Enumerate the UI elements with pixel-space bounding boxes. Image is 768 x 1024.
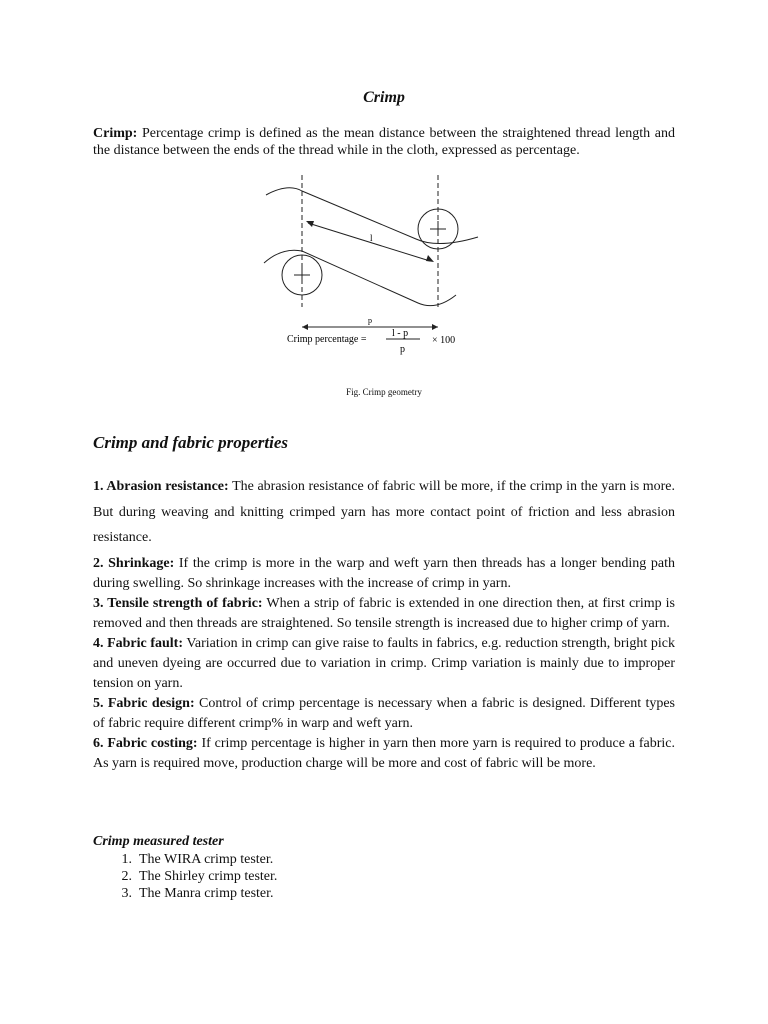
list-text: The Manra crimp tester. xyxy=(139,886,274,901)
property-label: 2. Shrinkage: xyxy=(93,555,175,571)
property-item xyxy=(93,554,675,594)
formula-denominator: p xyxy=(400,344,405,355)
page-title: Crimp xyxy=(363,89,405,106)
list-number: 1. xyxy=(121,852,132,867)
straightened-thread xyxy=(308,223,430,261)
properties-list xyxy=(93,474,675,774)
list-item xyxy=(93,885,277,902)
list-text: The Shirley crimp tester. xyxy=(139,869,278,884)
property-label: 3. Tensile strength of fabric: xyxy=(93,595,263,611)
property-item xyxy=(93,474,675,551)
property-text: If the crimp is more in the warp and weft yarn then threads has a longer bending path during swelling. So shrinkage increases with the increase of crimp in yarn. xyxy=(93,555,675,591)
crimp-geometry-diagram xyxy=(258,175,488,355)
property-text: Variation in crimp can give raise to faults in fabrics, e.g. reduction strength, bright pick and uneven dyeing are occurred due to variation in crimp. Crimp variation is mainly due to improper tension on yarn. xyxy=(93,635,675,691)
crimp-geometry-figure xyxy=(258,175,488,355)
intro-label: Crimp: xyxy=(93,126,138,141)
list-number: 3. xyxy=(121,886,132,901)
section-heading: Crimp and fabric properties xyxy=(93,433,289,452)
intro-paragraph xyxy=(93,125,675,159)
property-label: 1. Abrasion resistance: xyxy=(93,479,229,494)
list-text: The WIRA crimp tester. xyxy=(139,852,274,867)
label-l: l xyxy=(370,233,373,243)
list-item xyxy=(93,868,277,885)
intro-text: Percentage crimp is defined as the mean distance between the straightened thread length and the distance between the ends of the thread while in the cloth, expressed as percentage. xyxy=(93,126,676,158)
label-p: p xyxy=(368,316,372,325)
property-text: The abrasion resistance of fabric will be more, if the crimp in the yarn is more. But during weaving and knitting crimped yarn has more contact point of friction and less abrasion resistance. xyxy=(93,479,676,545)
figure-caption: Fig. Crimp geometry xyxy=(346,387,422,397)
property-label: 5. Fabric design: xyxy=(93,695,195,711)
property-text: When a strip of fabric is extended in one direction then, at first crimp is removed and then threads are straightened. So tensile strength is increased due to higher crimp of yarn. xyxy=(93,595,675,631)
formula-numerator: l - p xyxy=(392,328,409,339)
formula-multiplier: × 100 xyxy=(432,335,456,346)
property-item xyxy=(93,594,675,634)
property-item xyxy=(93,734,675,774)
property-text: If crimp percentage is higher in yarn then more yarn is required to produce a fabric. As yarn is required move, production charge will be more and cost of fabric will be more. xyxy=(93,735,676,771)
property-item xyxy=(93,694,675,734)
tester-heading: Crimp measured tester xyxy=(93,834,224,849)
list-item xyxy=(93,851,277,868)
property-item xyxy=(93,634,675,694)
tester-list xyxy=(93,851,277,902)
list-number: 2. xyxy=(121,869,132,884)
property-label: 4. Fabric fault: xyxy=(93,635,183,651)
formula-prefix: Crimp percentage = xyxy=(287,334,367,345)
property-text: Control of crimp percentage is necessary when a fabric is designed. Different types of fabric require different crimp% in warp and weft yarn. xyxy=(93,695,676,731)
property-label: 6. Fabric costing: xyxy=(93,735,198,751)
